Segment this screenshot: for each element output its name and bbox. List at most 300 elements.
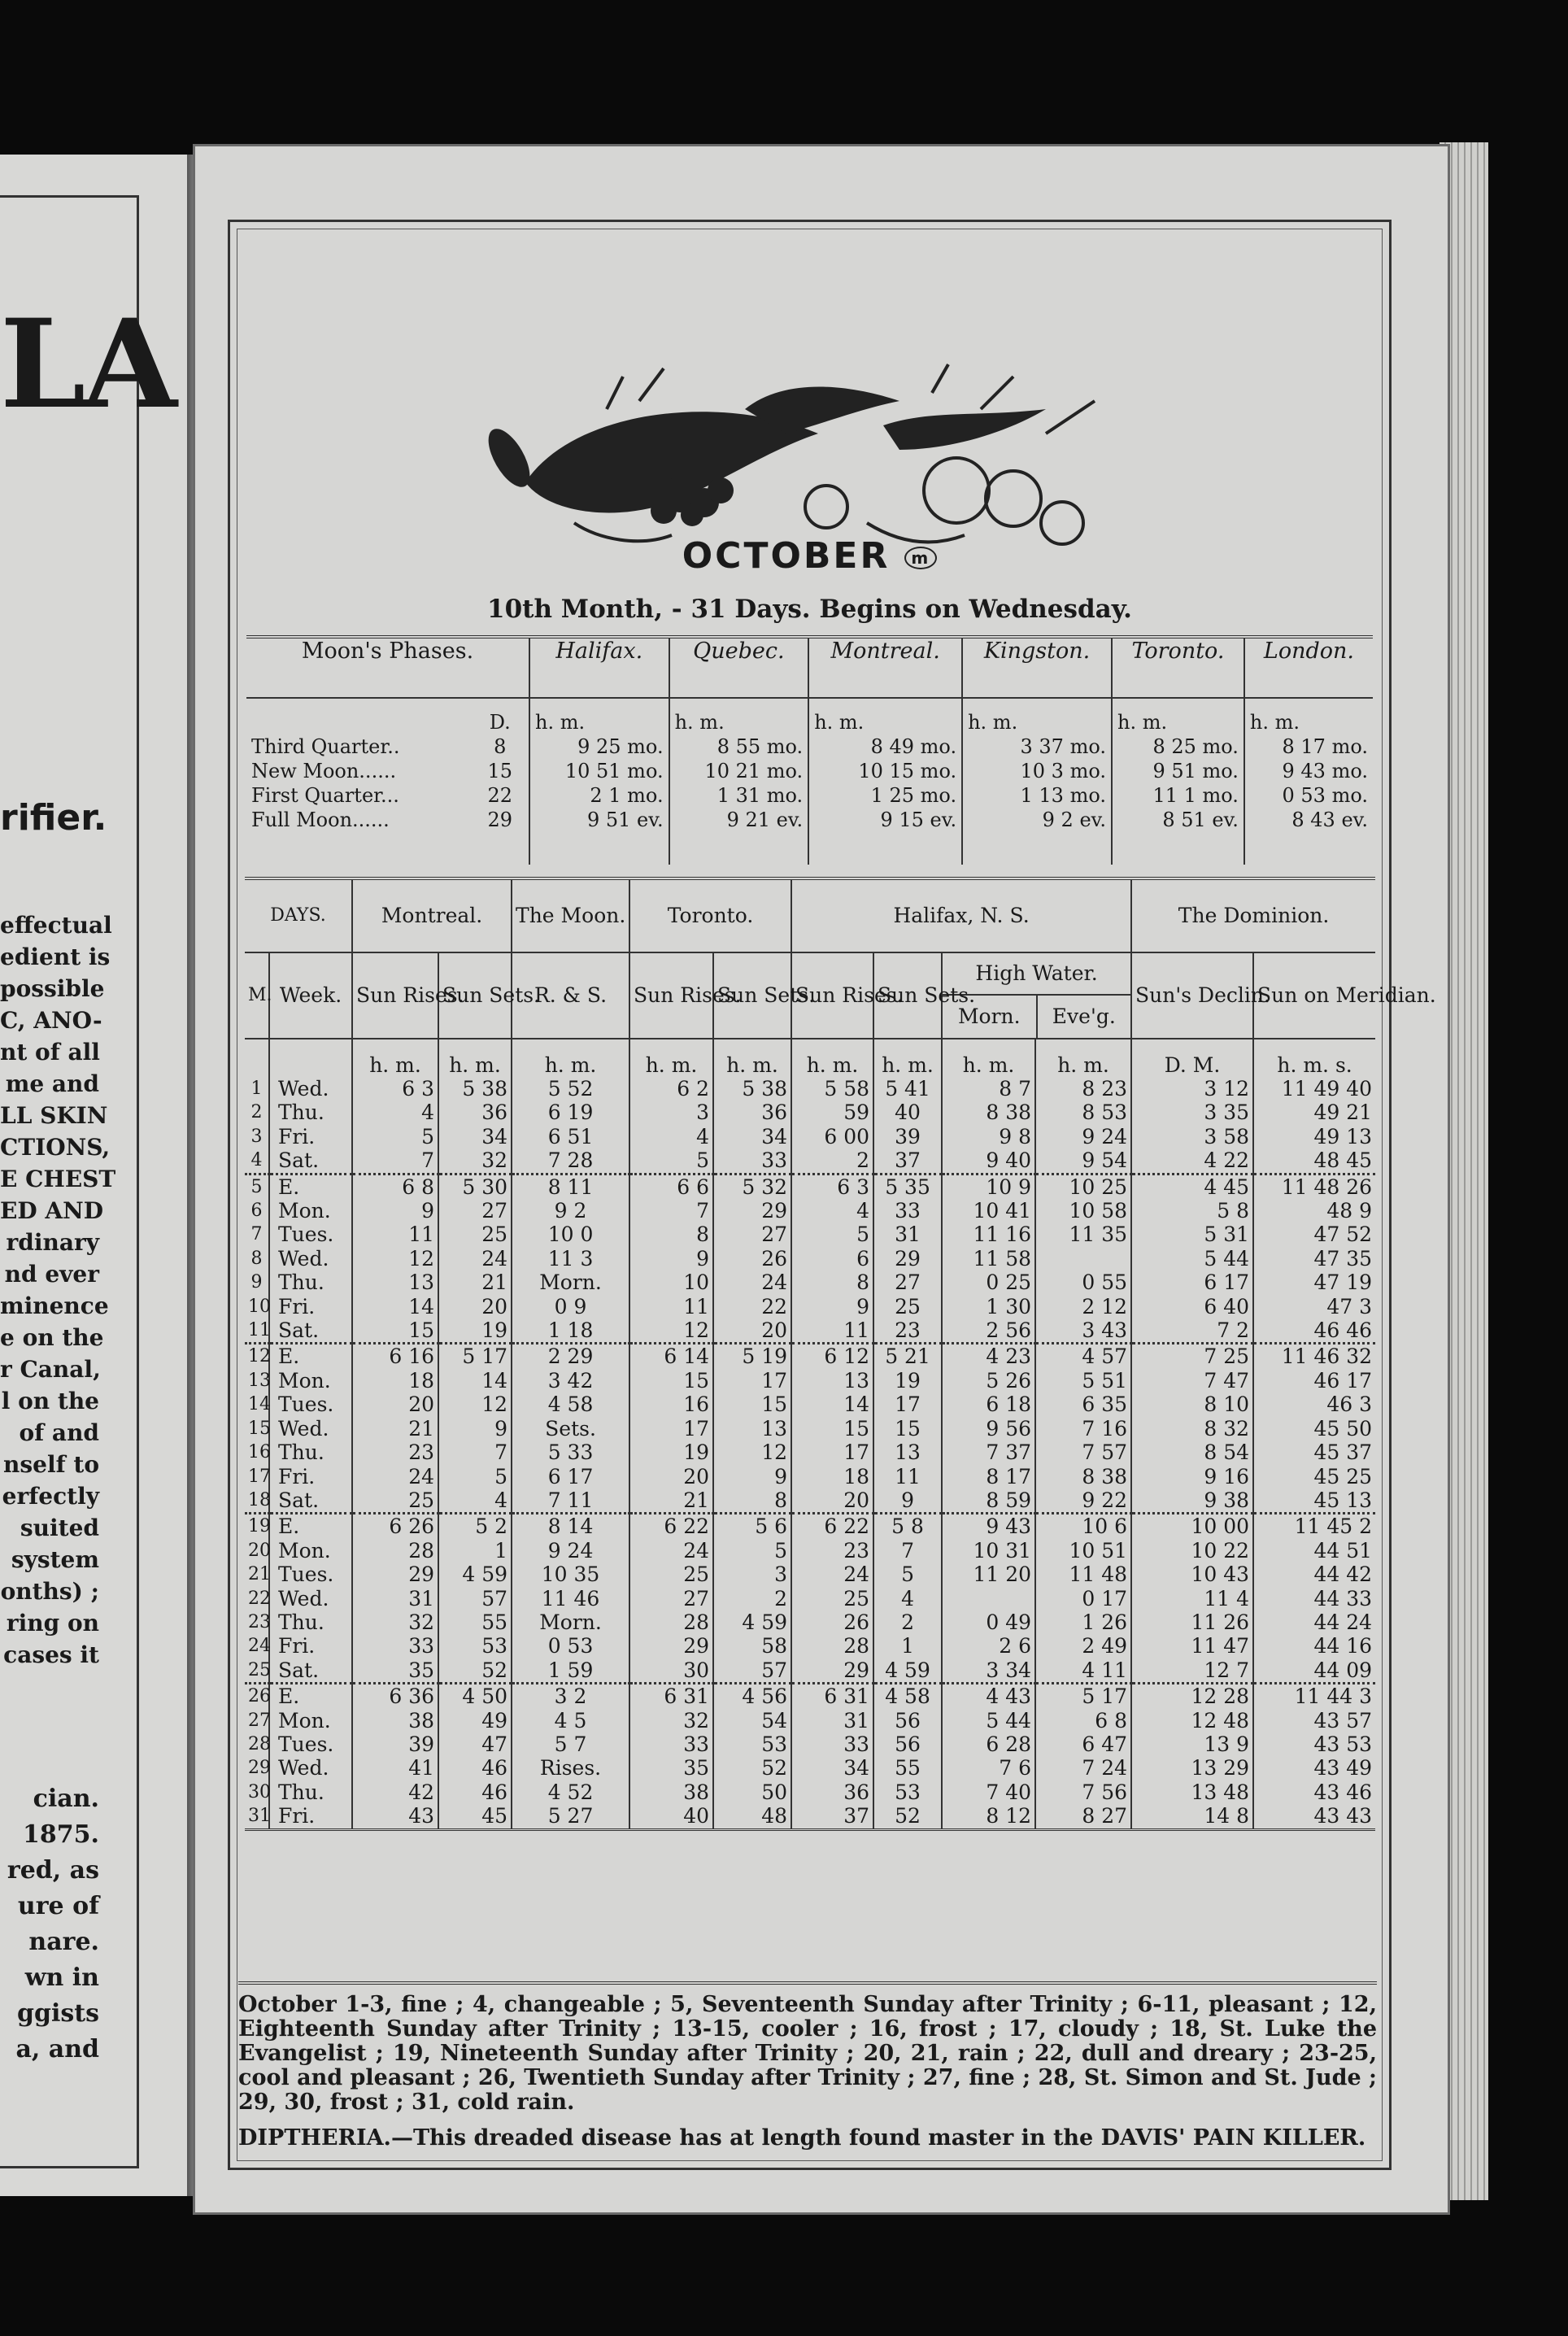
day-number: 19 (245, 1514, 269, 1539)
almanac-cell: 6 28 (942, 1732, 1035, 1756)
weekday: Tues. (269, 1392, 352, 1416)
almanac-cell: 3 34 (942, 1658, 1035, 1684)
weekday: Wed. (269, 1417, 352, 1440)
almanac-cell: 17 (873, 1392, 942, 1416)
almanac-cell: 46 (438, 1780, 512, 1804)
column-header: Week. (269, 952, 352, 1039)
unit-cell: h. m. s. (1277, 1053, 1352, 1077)
almanac-cell: 50 (713, 1780, 791, 1804)
almanac-cell: 9 (438, 1417, 512, 1440)
almanac-cell: 8 23 (1035, 1077, 1131, 1100)
almanac-cell: 38 (629, 1780, 713, 1804)
phase-time: 1 25 mo. (870, 784, 957, 807)
weekday: E. (269, 1684, 352, 1709)
almanac-cell: 13 (352, 1270, 438, 1294)
column-header: R. & S. (512, 952, 629, 1039)
almanac-cell: 21 (438, 1270, 512, 1294)
day-row (245, 1780, 1375, 1804)
day-row (245, 1247, 1375, 1270)
sub-header-row (245, 952, 1375, 1039)
almanac-cell: 47 52 (1313, 1222, 1373, 1247)
almanac-cell: 0 55 (1035, 1270, 1131, 1294)
almanac-cell: 17 (791, 1440, 873, 1464)
morning-label: Morn. (943, 996, 1038, 1038)
almanac-cell: 44 33 (1313, 1586, 1373, 1610)
phase-times-cell (1112, 698, 1244, 865)
almanac-cell: 12 7 (1131, 1658, 1253, 1684)
almanac-cell: 9 24 (1035, 1125, 1131, 1148)
day-number: 17 (245, 1465, 269, 1488)
almanac-cell: 24 (352, 1465, 438, 1488)
almanac-cell: 12 (352, 1247, 438, 1270)
time-unit: h. m. (1249, 711, 1300, 734)
halifax-header: Halifax. (529, 637, 669, 698)
left-page-line: erfectly (2, 1483, 99, 1510)
almanac-cell: 43 (352, 1804, 438, 1829)
left-page-line: nself to (3, 1451, 99, 1478)
day-number: 21 (245, 1562, 269, 1586)
almanac-cell: 6 26 (352, 1514, 438, 1539)
almanac-cell: 19 (438, 1318, 512, 1344)
day-row (245, 1610, 1375, 1634)
vignette (230, 360, 1389, 556)
phase-time: 10 21 mo. (704, 760, 804, 782)
time-unit: h. m. (814, 711, 865, 734)
almanac-cell: 24 (791, 1562, 873, 1586)
day-number: 24 (245, 1634, 269, 1658)
almanac-cell: 10 41 (942, 1199, 1035, 1222)
unit-cell (245, 1039, 269, 1077)
left-page-line: rdinary (6, 1229, 99, 1256)
day-number: 4 (245, 1148, 269, 1174)
column-header: Sun Rises. (629, 952, 713, 1039)
week-block (245, 1077, 1375, 1174)
almanac-cell: 6 00 (791, 1125, 873, 1148)
almanac-cell: 44 16 (1313, 1634, 1373, 1658)
column-header: Sun Rises. (791, 952, 873, 1039)
day-number: 9 (245, 1270, 269, 1294)
weekday: Sat. (269, 1318, 352, 1344)
almanac-cell: 3 12 (1131, 1077, 1253, 1100)
almanac-cell: 1 26 (1035, 1610, 1131, 1634)
almanac-cell: 6 12 (791, 1344, 873, 1369)
left-page-line: cian. (33, 1785, 99, 1813)
phase-times-cell (808, 698, 962, 865)
almanac-cell: 6 31 (791, 1684, 873, 1709)
almanac-cell: 5 21 (873, 1344, 942, 1369)
almanac-cell: 4 58 (512, 1392, 629, 1416)
days-header: DAYS. (245, 878, 352, 952)
almanac-cell: 8 (629, 1222, 713, 1246)
almanac-cell: 4 (791, 1199, 873, 1222)
almanac-cell: 4 57 (1035, 1344, 1131, 1369)
phase-name: Full Moon...... (251, 808, 390, 831)
almanac-cell: 33 (873, 1199, 942, 1222)
almanac-cell: 58 (713, 1634, 791, 1658)
almanac-cell: 48 (713, 1804, 791, 1829)
day-row (245, 1514, 1375, 1539)
left-page-line: E CHEST (0, 1166, 116, 1192)
phase-time: 0 53 mo. (1282, 784, 1368, 807)
column-header: Sun Sets. (713, 952, 791, 1039)
almanac-cell: 29 (873, 1247, 942, 1270)
almanac-cell: 48 45 (1313, 1148, 1373, 1173)
zodiac-sign: m (904, 547, 937, 569)
day-number: 25 (245, 1658, 269, 1684)
left-page-line: system (11, 1546, 99, 1573)
almanac-cell: Rises. (512, 1756, 629, 1780)
week-block (245, 1514, 1375, 1684)
phase-name: First Quarter... (251, 784, 399, 807)
almanac-cell: 9 54 (1035, 1148, 1131, 1174)
almanac-cell: 21 (352, 1417, 438, 1440)
almanac-cell: 57 (438, 1587, 512, 1610)
column-header: Sun on Meridian. (1253, 952, 1375, 1039)
almanac-cell: 37 (873, 1148, 942, 1174)
almanac-cell: 9 (873, 1488, 942, 1514)
almanac-cell: 26 (713, 1247, 791, 1270)
almanac-cell: 5 44 (942, 1709, 1035, 1732)
day-row (245, 1392, 1375, 1416)
almanac-cell: 47 19 (1313, 1270, 1373, 1295)
almanac-cell: 52 (873, 1804, 942, 1829)
phase-time: 9 15 ev. (880, 808, 957, 831)
almanac-cell: 25 (629, 1562, 713, 1586)
almanac-cell: 11 (873, 1465, 942, 1488)
almanac-cell: 3 (713, 1562, 791, 1586)
almanac-cell: 39 (873, 1125, 942, 1148)
london-header: London. (1244, 637, 1373, 698)
almanac-cell: 31 (352, 1587, 438, 1610)
unit-cell: h. m. (1035, 1039, 1131, 1077)
almanac-cell: 9 2 (512, 1199, 629, 1222)
almanac-cell: 11 49 40 (1281, 1077, 1373, 1100)
almanac-cell: 10 58 (1035, 1199, 1131, 1222)
high-water-label: High Water. (943, 953, 1130, 996)
weekday: Sat. (269, 1488, 352, 1514)
almanac-cell: 7 (438, 1440, 512, 1464)
column-header: Sun Sets. (873, 952, 942, 1039)
almanac-cell: 8 (791, 1270, 873, 1294)
advert-text: DIPTHERIA.—This dreaded disease has at length found master in the DAVIS' PAIN KILLER. (238, 2125, 1366, 2151)
almanac-cell: 9 22 (1035, 1488, 1131, 1514)
almanac-cell: 6 31 (629, 1684, 713, 1709)
day-row (245, 1709, 1375, 1732)
almanac-cell: 5 6 (713, 1514, 791, 1539)
almanac-cell: 9 (352, 1199, 438, 1222)
day-row (245, 1658, 1375, 1684)
almanac-cell: 11 (352, 1222, 438, 1246)
unit-cell: h. m. (791, 1039, 873, 1077)
almanac-cell: 5 (791, 1222, 873, 1246)
day-row (245, 1804, 1375, 1829)
almanac-cell: 5 52 (512, 1077, 629, 1100)
phase-time: 1 13 mo. (1020, 784, 1106, 807)
almanac-cell: 9 16 (1131, 1465, 1253, 1488)
almanac-cell: 4 50 (438, 1684, 512, 1709)
almanac-cell: 8 14 (512, 1514, 629, 1539)
almanac-cell: 5 (352, 1125, 438, 1148)
almanac-cell: 0 49 (942, 1610, 1035, 1634)
almanac-cell: 5 41 (873, 1077, 942, 1100)
month-title: OCTOBER m (230, 535, 1389, 577)
almanac-cell: 24 (438, 1247, 512, 1270)
almanac-cell: 23 (791, 1539, 873, 1562)
almanac-cell: 2 12 (1035, 1295, 1131, 1318)
day-unit: D. (489, 711, 511, 734)
almanac-cell: 55 (873, 1756, 942, 1780)
almanac-cell: 11 45 2 (1253, 1514, 1375, 1539)
almanac-cell: 52 (713, 1756, 791, 1780)
almanac-cell: 1 18 (512, 1318, 629, 1344)
phase-time: 9 51 ev. (586, 808, 664, 831)
almanac-cell: 7 40 (942, 1780, 1035, 1804)
almanac-cell: 8 38 (942, 1100, 1035, 1124)
almanac-cell: 28 (629, 1610, 713, 1634)
left-page-line: ure of (17, 1892, 99, 1920)
almanac-cell: 4 52 (512, 1780, 629, 1804)
almanac-cell: 9 43 (942, 1514, 1035, 1539)
montreal-header: Montreal. (808, 637, 962, 698)
left-page-line: effectual (0, 912, 112, 939)
phase-times-cell (529, 698, 669, 865)
left-page-line: me and (5, 1070, 99, 1097)
column-header: M. (245, 952, 269, 1039)
weekday: Wed. (269, 1756, 352, 1780)
phase-name: Third Quarter.. (251, 735, 400, 758)
almanac-cell: 3 2 (512, 1684, 629, 1709)
phase-time: 9 21 ev. (726, 808, 804, 831)
left-page-line: possible (0, 975, 105, 1002)
weekday: Wed. (269, 1077, 352, 1100)
moon-phases-table (246, 635, 1373, 865)
left-page-line: nare. (28, 1928, 99, 1956)
day-number: 31 (245, 1804, 269, 1829)
montreal-group-header: Montreal. (352, 878, 512, 952)
day-number: 11 (245, 1318, 269, 1344)
almanac-cell: 4 (352, 1100, 438, 1124)
almanac-cell: 9 8 (942, 1125, 1035, 1148)
almanac-cell: 7 (352, 1148, 438, 1174)
almanac-cell (942, 1587, 1035, 1610)
almanac-cell: 4 23 (942, 1344, 1035, 1369)
day-number: 15 (245, 1417, 269, 1440)
day-row (245, 1417, 1375, 1440)
almanac-cell: 0 25 (942, 1270, 1035, 1294)
phase-day: 29 (487, 808, 512, 831)
almanac-cell: 0 53 (512, 1634, 629, 1658)
almanac-cell: 45 13 (1313, 1488, 1373, 1512)
almanac-cell: 13 29 (1131, 1756, 1253, 1780)
almanac-cell: 4 45 (1131, 1174, 1253, 1199)
weekday: Fri. (269, 1295, 352, 1318)
almanac-cell: 17 (713, 1369, 791, 1392)
almanac-cell: 32 (629, 1709, 713, 1732)
almanac-cell: 33 (713, 1148, 791, 1174)
phase-time: 10 51 mo. (564, 760, 664, 782)
column-header: Sun's Declin. (1131, 952, 1253, 1039)
almanac-cell: 33 (791, 1732, 873, 1756)
left-page-line: of and (19, 1419, 99, 1446)
almanac-cell: 11 3 (512, 1247, 629, 1270)
almanac-cell: 19 (873, 1369, 942, 1392)
almanac-cell: 7 37 (942, 1440, 1035, 1464)
almanac-cell: 15 (791, 1417, 873, 1440)
almanac-cell: 4 59 (438, 1562, 512, 1586)
left-page-line: red, as (7, 1856, 99, 1885)
almanac-cell: 6 35 (1035, 1392, 1131, 1416)
time-unit: h. m. (968, 711, 1018, 734)
almanac-cell: 25 (438, 1222, 512, 1246)
weekday: Fri. (269, 1634, 352, 1658)
almanac-cell: 14 8 (1131, 1804, 1253, 1829)
weekday: Thu. (269, 1610, 352, 1634)
almanac-cell: 5 7 (512, 1732, 629, 1756)
day-row (245, 1369, 1375, 1392)
almanac-cell: 10 43 (1131, 1562, 1253, 1586)
almanac-cell: 41 (352, 1756, 438, 1780)
phase-time: 9 43 mo. (1282, 760, 1368, 782)
day-number: 12 (245, 1344, 269, 1369)
day-number: 29 (245, 1756, 269, 1780)
day-number: 2 (245, 1100, 269, 1124)
day-number: 6 (245, 1199, 269, 1222)
phase-names-cell (246, 698, 529, 865)
almanac-cell: 47 3 (1326, 1294, 1373, 1318)
almanac-cell: 4 (438, 1488, 512, 1514)
almanac-cell: 2 (713, 1587, 791, 1610)
high-water-header (942, 952, 1131, 1039)
left-page-big-letters: LA (0, 293, 174, 436)
phases-body (246, 698, 1373, 865)
almanac-cell: 22 (713, 1295, 791, 1318)
left-page-line: edient is (0, 944, 111, 970)
almanac-cell: 5 58 (791, 1077, 873, 1100)
almanac-cell: 23 (873, 1318, 942, 1344)
almanac-cell: 43 53 (1313, 1732, 1373, 1756)
almanac-cell: 7 57 (1035, 1440, 1131, 1464)
phase-times-cell (1244, 698, 1373, 865)
almanac-cell: 37 (791, 1804, 873, 1829)
almanac-cell: 5 17 (438, 1344, 512, 1369)
almanac-cell: 5 (629, 1148, 713, 1174)
weekday: Sat. (269, 1658, 352, 1684)
day-row (245, 1756, 1375, 1780)
almanac-cell: 42 (352, 1780, 438, 1804)
weekday: Mon. (269, 1709, 352, 1732)
almanac-table (245, 877, 1436, 1831)
day-row (245, 1684, 1375, 1709)
unit-cell: h. m. (629, 1039, 713, 1077)
almanac-cell: 5 44 (1131, 1247, 1253, 1270)
phase-name: New Moon...... (251, 760, 397, 782)
almanac-cell: 35 (352, 1658, 438, 1684)
left-page-line: C, ANO- (0, 1007, 102, 1034)
day-row (245, 1270, 1375, 1294)
weekday: Tues. (269, 1222, 352, 1246)
day-row (245, 1465, 1375, 1488)
almanac-cell: 23 (352, 1440, 438, 1464)
almanac-cell: 15 (713, 1392, 791, 1416)
almanac-cell: 59 (791, 1100, 873, 1124)
almanac-cell: 14 (438, 1369, 512, 1392)
almanac-cell: 29 (352, 1562, 438, 1586)
almanac-cell: 16 (629, 1392, 713, 1416)
almanac-cell: 2 (791, 1148, 873, 1174)
almanac-cell: 5 38 (438, 1077, 512, 1100)
phase-time: 8 17 mo. (1282, 735, 1368, 758)
almanac-cell: 36 (791, 1780, 873, 1804)
almanac-cell: 27 (873, 1270, 942, 1294)
day-number: 1 (245, 1077, 269, 1100)
left-page-line: 1875. (23, 1820, 99, 1849)
almanac-cell: 9 (629, 1247, 713, 1270)
weekday: Wed. (269, 1247, 352, 1270)
almanac-cell: 2 29 (512, 1344, 629, 1369)
almanac-cell: 36 (438, 1100, 512, 1124)
weekday: Fri. (269, 1125, 352, 1148)
almanac-cell: 53 (438, 1634, 512, 1658)
toronto-header: Toronto. (1112, 637, 1244, 698)
almanac-cell: 27 (629, 1587, 713, 1610)
phase-day: 22 (487, 784, 512, 807)
almanac-cell: 21 (629, 1488, 713, 1514)
almanac-cell: 1 30 (942, 1295, 1035, 1318)
almanac-cell: 14 (352, 1295, 438, 1318)
almanac-cell: 2 6 (942, 1634, 1035, 1658)
almanac-cell: 6 6 (629, 1174, 713, 1199)
almanac-cell: 26 (791, 1610, 873, 1634)
almanac-cell: 34 (713, 1125, 791, 1148)
left-page-text (0, 909, 116, 1671)
almanac-cell: 11 44 3 (1253, 1684, 1375, 1709)
weekday: Thu. (269, 1440, 352, 1464)
almanac-cell: 9 38 (1131, 1488, 1253, 1514)
almanac-cell: 49 21 (1313, 1100, 1373, 1125)
almanac-cell: 6 3 (352, 1077, 438, 1100)
almanac-cell: 44 09 (1313, 1658, 1373, 1682)
almanac-cell: 47 35 (1313, 1246, 1373, 1270)
almanac-cell: 30 (629, 1658, 713, 1684)
left-page (0, 155, 189, 2196)
phase-times-cell (669, 698, 809, 865)
phase-time: 3 37 mo. (1020, 735, 1106, 758)
almanac-cell: 39 (352, 1732, 438, 1756)
almanac-cell: Morn. (512, 1270, 629, 1294)
phases-header: Moon's Phases. (246, 637, 529, 698)
weekday: Thu. (269, 1270, 352, 1294)
almanac-cell: 12 28 (1131, 1684, 1253, 1709)
week-block (245, 1344, 1375, 1514)
almanac-cell: 10 51 (1035, 1539, 1131, 1562)
almanac-cell: 6 3 (791, 1174, 873, 1199)
unit-cell (269, 1039, 352, 1077)
almanac-cell: 6 8 (352, 1174, 438, 1199)
almanac-cell: 13 9 (1131, 1732, 1253, 1756)
almanac-cell: 7 24 (1035, 1756, 1131, 1780)
almanac-cell: 4 11 (1035, 1658, 1131, 1684)
almanac-cell: 8 32 (1131, 1417, 1253, 1440)
cornucopia-illustration-icon (477, 360, 1143, 556)
day-number: 27 (245, 1709, 269, 1732)
almanac-cell: 6 22 (791, 1514, 873, 1539)
almanac-cell: 43 57 (1313, 1708, 1373, 1732)
almanac-cell: 10 25 (1035, 1174, 1131, 1199)
day-row (245, 1732, 1375, 1756)
almanac-cell: 10 31 (942, 1539, 1035, 1562)
left-page-line: r Canal, (0, 1356, 101, 1383)
almanac-cell: 13 (713, 1417, 791, 1440)
